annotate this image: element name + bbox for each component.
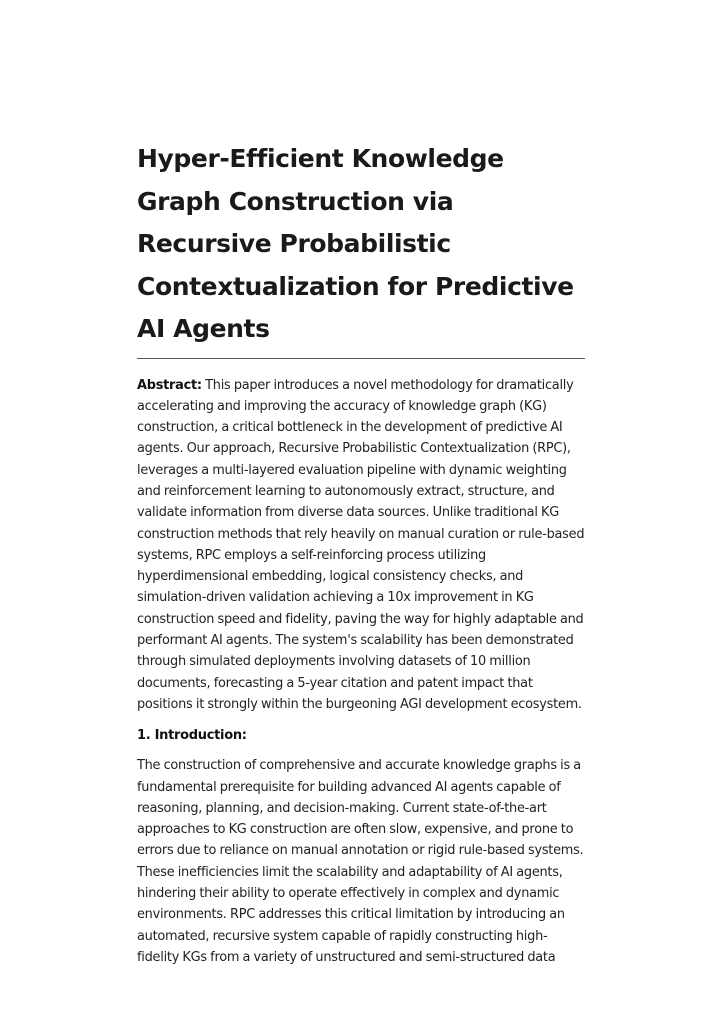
abstract-text: This paper introduces a novel methodology for dramatically accelerating and improving the accuracy of knowledge graph (KG) construction, a critical bottleneck in the development of predictive AI agents. Our approach, Recursive Probabilistic Contextualization (RPC), leverages a multi-layered evaluation pipeline with dynamic weighting and reinforcement learning to autonomously extract, structure, and validate information from diverse data sources. Unlike traditional KG construction methods that rely heavily on manual curation or rule-based systems, RPC employs a self-reinforcing process utilizing hyperdimensional embedding, logical consistency checks, and simulation-driven validation achieving a 10x improvement in KG construction speed and fidelity, paving the way for highly adaptable and performant AI agents. The system's scalability has been demonstrated through simulated deployments involving datasets of 10 million documents, forecasting a 5-year citation and patent impact that positions it strongly within the burgeoning AGI development ecosystem.: [137, 377, 585, 712]
paper-page: [137, 138, 585, 968]
title-divider: [137, 358, 585, 359]
abstract-label: Abstract:: [137, 377, 202, 393]
introduction-paragraph: The construction of comprehensive and accurate knowledge graphs is a fundamental prerequisite for building advanced AI agents capable of reasoning, planning, and decision-making. Current state-of-the-art approaches to KG construction are often slow, expensive, and prone to errors due to reliance on manual annotation or rigid rule-based systems. These inefficiencies limit the scalability and adaptability of AI agents, hindering their ability to operate effectively in complex and dynamic environments. RPC addresses this critical limitation by introducing an automated, recursive system capable of rapidly constructing high-fidelity KGs from a variety of unstructured and semi-structured data: [137, 758, 584, 965]
paper-title: Hyper-Efficient Knowledge Graph Construction via Recursive Probabilistic Contextualization for Predictive AI Agents: [137, 144, 574, 343]
section-heading-introduction: 1. Introduction:: [137, 728, 247, 744]
abstract-paragraph: [137, 375, 585, 716]
